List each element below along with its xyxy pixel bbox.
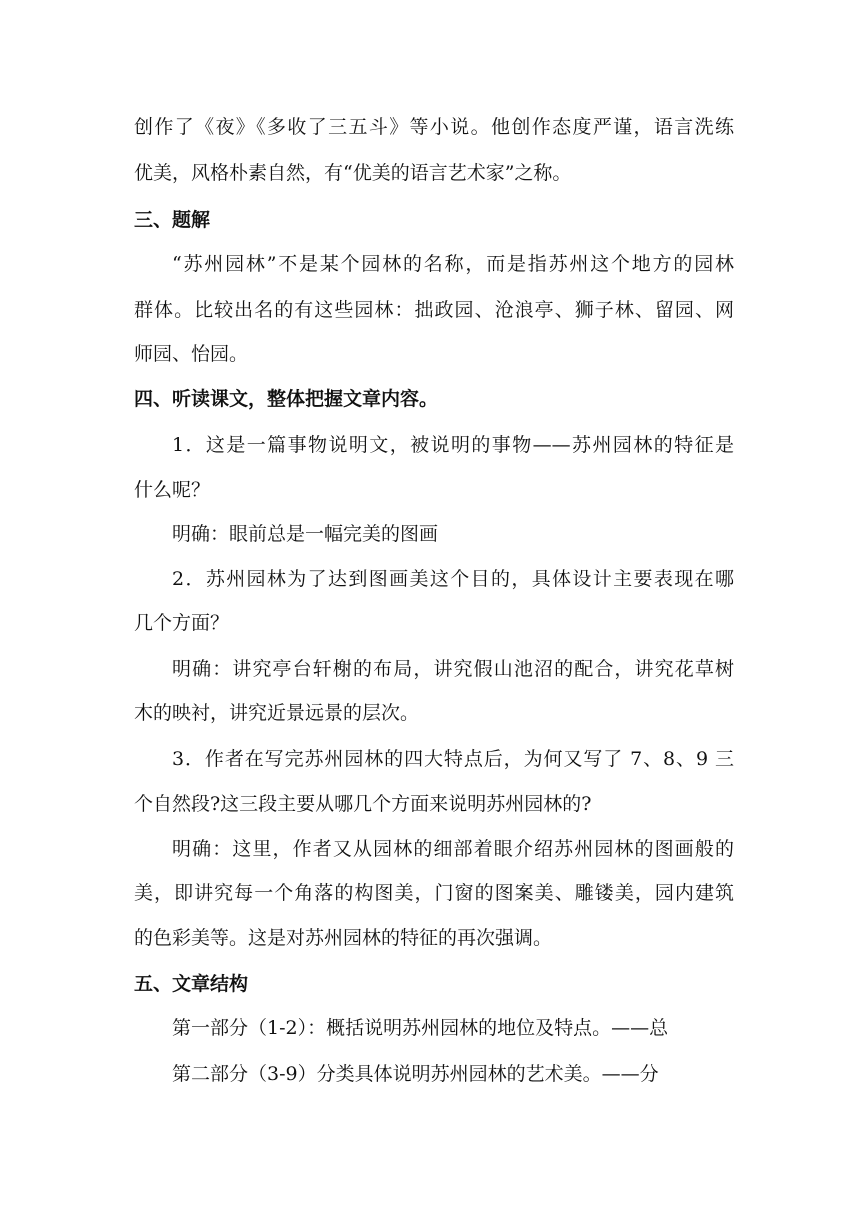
structure-part-2: 第二部分（3-9）分类具体说明苏州园林的艺术美。——分 <box>172 1063 659 1085</box>
section-3-line-1: “苏州园林”不是某个园林的名称，而是指苏州这个地方的园林 <box>172 253 734 275</box>
answer-2-line-2: 木的映衬，讲究近景远景的层次。 <box>134 702 420 724</box>
section-4-heading: 四、听读课文，整体把握文章内容。 <box>134 388 439 410</box>
question-1-line-2: 什么呢？ <box>134 479 211 501</box>
question-1-line-1: 1．这是一篇事物说明文，被说明的事物——苏州园林的特征是 <box>172 434 734 456</box>
question-2-line-1: 2．苏州园林为了达到图画美这个目的，具体设计主要表现在哪 <box>172 568 734 590</box>
answer-3-line-1: 明确：这里，作者又从园林的细部着眼介绍苏州园林的图画般的 <box>172 838 734 860</box>
answer-3-line-2: 美，即讲究每一个角落的构图美，门窗的图案美、雕镂美，园内建筑 <box>134 882 734 904</box>
section-3-line-3: 师园、怡园。 <box>134 343 249 365</box>
question-3-line-1: 3．作者在写完苏州园林的四大特点后，为何又写了 7、8、9 三 <box>172 748 734 770</box>
answer-3-line-3: 的色彩美等。这是对苏州园林的特征的再次强调。 <box>134 927 553 949</box>
intro-line-2: 优美，风格朴素自然，有“优美的语言艺术家”之称。 <box>134 162 572 184</box>
answer-2-line-1: 明确：讲究亭台轩榭的布局，讲究假山池沼的配合，讲究花草树 <box>172 658 734 680</box>
question-3-line-2: 个自然段?这三段主要从哪几个方面来说明苏州园林的? <box>134 793 592 815</box>
section-5-heading: 五、文章结构 <box>134 973 249 995</box>
section-3-line-2: 群体。比较出名的有这些园林：拙政园、沧浪亭、狮子林、留园、网 <box>134 299 734 321</box>
section-3-heading: 三、题解 <box>134 209 211 231</box>
structure-part-1: 第一部分（1-2）：概括说明苏州园林的地位及特点。——总 <box>172 1017 669 1039</box>
answer-1: 明确：眼前总是一幅完美的图画 <box>172 523 439 545</box>
intro-line-1: 创作了《夜》《多收了三五斗》等小说。他创作态度严谨，语言洗练 <box>134 116 734 138</box>
question-2-line-2: 几个方面？ <box>134 612 230 634</box>
